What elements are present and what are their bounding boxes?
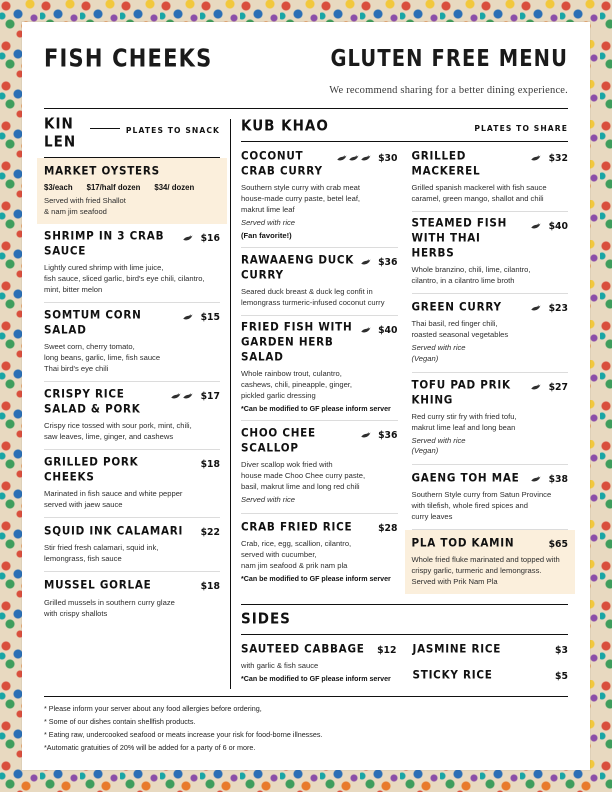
menu-item-description: Whole rainbow trout, culantro, cashews, chili, pineapple, ginger, pickled garlic dressing: [241, 368, 353, 400]
menu-item-badge: (Fan favorite!): [241, 230, 292, 240]
menu-item-name: CRAB FRIED RICE: [241, 520, 353, 534]
side-item-header: [413, 643, 569, 657]
menu-footer: [44, 696, 568, 756]
sides-section: [241, 604, 568, 689]
sides-columns: [241, 637, 568, 689]
menu-item-name: COCONUT CRAB CURRY: [241, 149, 323, 178]
side-item-price: $5: [555, 671, 568, 683]
spice-level: [530, 303, 541, 312]
side-item-price: $12: [377, 644, 397, 656]
chili-pepper-icon: [336, 153, 347, 162]
side-item-modification-note: *Can be modified to GF please inform server: [241, 675, 391, 684]
menu-item-price: $65: [548, 538, 568, 550]
kub-khao-header: [241, 119, 568, 135]
price-tier: $17/half dozen: [86, 183, 141, 193]
side-item-name: STICKY RICE: [412, 668, 493, 682]
menu-item-header: [44, 165, 220, 179]
menu-item: [412, 294, 569, 372]
menu-item-description: Grilled spanish mackerel with fish sauce caramel, green mango, shallot and chili: [411, 183, 547, 204]
menu-item-description: Crab, rice, egg, scallion, cilantro, served with cucumber, nam jim seafood & prik nam pla: [241, 538, 352, 570]
menu-item-description: Thai basil, red finger chili, roasted seasonal vegetables: [411, 319, 509, 340]
side-item-description: with garlic & fish sauce: [241, 661, 319, 671]
side-item-name: SAUTEED CABBAGE: [241, 642, 365, 656]
price-tier: $3/each: [44, 183, 73, 193]
menu-header: [44, 40, 568, 73]
price-tier-row: [44, 183, 220, 192]
menu-item: [405, 530, 576, 594]
menu-item-name: GAENG TOH MAE: [411, 471, 520, 485]
menu-item-description: Red curry stir fry with fried tofu, makrut lime leaf and long bean: [411, 411, 517, 432]
menu-item-name: PLA TOD KAMIN: [411, 536, 515, 550]
menu-item-header: [412, 380, 569, 408]
restaurant-name: FISH CHEEKS: [44, 44, 213, 73]
footer-note: * Please inform your server about any food allergies before ordering,: [44, 704, 262, 713]
menu-item-name: CRISPY RICE SALAD & PORK: [44, 388, 141, 417]
menu-item-name: MUSSEL GORLAE: [44, 579, 152, 593]
menu-item-price: $40: [548, 221, 568, 233]
menu-item-price: $28: [378, 522, 398, 534]
menu-item: [412, 373, 569, 465]
menu-item-header: [412, 151, 569, 179]
menu-item-description: Served with fried Shallot & nam jim seafood: [44, 196, 126, 217]
menu-item-serving-note: Served with rice: [241, 218, 296, 228]
menu-item-header: [241, 320, 398, 365]
spice-level: [182, 233, 193, 242]
chili-pepper-icon: [530, 153, 541, 162]
kin-len-section: [44, 115, 230, 689]
menu-item-header: [241, 428, 398, 456]
menu-item-name: MARKET OYSTERS: [44, 164, 160, 178]
menu-item-header: [44, 231, 220, 259]
tag-dash-icon: [90, 128, 120, 129]
menu-item-price: $23: [548, 303, 568, 315]
spice-level: [360, 257, 371, 266]
menu-item: [241, 514, 398, 590]
spice-level: [530, 474, 541, 483]
menu-item: [44, 224, 220, 303]
menu-item-price: $22: [200, 527, 220, 539]
menu-item-header: [241, 255, 398, 283]
kub-khao-column-a: [241, 144, 398, 594]
chili-pepper-icon: [182, 233, 193, 242]
footer-note: *Automatic gratuities of 20% will be added for a party of 6 or more.: [44, 743, 256, 752]
kub-khao-title: KUB KHAO: [241, 117, 329, 135]
menu-item-header: [44, 389, 220, 417]
menu-item: [412, 465, 569, 530]
chili-pepper-icon: [530, 382, 541, 391]
menu-item: [44, 518, 220, 572]
menu-item-name: SQUID INK CALAMARI: [44, 525, 184, 539]
menu-item-price: $38: [548, 473, 568, 485]
menu-item-price: $32: [548, 153, 568, 164]
menu-item-header: [412, 537, 569, 551]
menu-item-name: GREEN CURRY: [411, 301, 502, 315]
menu-item: [412, 144, 569, 212]
menu-item-header: [44, 310, 220, 338]
side-item: [413, 663, 569, 689]
header-divider: [44, 108, 568, 109]
sides-column-a: [241, 637, 397, 689]
menu-item-description: Crispy rice tossed with sour pork, mint, chili, saw leaves, lime, ginger, and cashews: [44, 421, 192, 442]
spice-level: [182, 312, 193, 321]
page-title: GLUTEN FREE MENU: [330, 45, 568, 73]
chili-pepper-icon: [348, 153, 359, 162]
menu-item-price: $18: [200, 459, 220, 471]
menu-item: [37, 158, 227, 224]
menu-content: [22, 22, 590, 770]
kub-khao-column-b: [412, 144, 569, 594]
kub-khao-columns: [241, 144, 568, 594]
menu-item-price: $27: [548, 381, 568, 393]
menu-item-description: Lightly cured shrimp with lime juice, fish sauce, sliced garlic, bird's eye chili, cilantro, mint, bitter melon: [44, 263, 205, 295]
menu-item: [44, 450, 220, 518]
menu-item-name: GRILLED PORK CHEEKS: [44, 456, 139, 485]
menu-item-name: STEAMED FISH WITH THAI HERBS: [411, 216, 508, 261]
spice-level: [530, 153, 541, 162]
footer-note: * Some of our dishes contain shellfish products.: [44, 717, 196, 726]
menu-item-price: $16: [200, 233, 220, 245]
chili-pepper-icon: [182, 391, 193, 400]
footer-divider: [44, 696, 568, 697]
chili-pepper-icon: [530, 221, 541, 230]
menu-item: [44, 572, 220, 625]
menu-item-description: Grilled mussels in southern curry glaze with crispy shallots: [44, 597, 175, 618]
menu-item-serving-note: Served with rice (Vegan): [411, 343, 466, 363]
menu-item-header: [411, 216, 569, 261]
menu-item-modification-note: *Can be modified to GF please inform server: [241, 404, 391, 413]
spice-level: [360, 430, 371, 439]
menu-item-price: $18: [200, 581, 220, 593]
menu-item-description: Whole fried fluke marinated and topped with crispy garlic, turmeric and lemongrass. Served with Prik Nam Pla: [411, 554, 560, 586]
spice-level: [360, 325, 371, 334]
menu-columns: [44, 115, 568, 689]
menu-item-name: CHOO CHEE SCALLOP: [241, 426, 316, 455]
chili-pepper-icon: [530, 474, 541, 483]
menu-item-modification-note: *Can be modified to GF please inform server: [241, 574, 391, 583]
spice-level: [530, 382, 541, 391]
sharing-note: We recommend sharing for a better dining experience.: [329, 85, 568, 96]
menu-item-header: [412, 301, 569, 315]
menu-item-description: Southern Style curry from Satun Province with tilefish, whole fired spices and curry leaves: [411, 489, 552, 521]
menu-item-description: Sweet corn, cherry tomato, long beans, garlic, lime, fish sauce Thai bird's eye chili: [44, 342, 161, 374]
spice-level: [530, 221, 541, 230]
side-item: [413, 637, 569, 663]
menu-item-name: GRILLED MACKEREL: [411, 149, 481, 178]
menu-item-name: RAWAAENG DUCK CURRY: [241, 253, 355, 282]
menu-item-name: TOFU PAD PRIK KHING: [411, 378, 511, 407]
sides-column-b: [413, 637, 569, 689]
spice-level: [170, 391, 193, 400]
chili-pepper-icon: [360, 325, 371, 334]
side-item-price: $3: [555, 644, 568, 656]
chili-pepper-icon: [360, 430, 371, 439]
kub-khao-divider: [241, 141, 568, 142]
chili-pepper-icon: [530, 303, 541, 312]
kin-len-item-list: [44, 158, 220, 626]
menu-item-header: [44, 525, 220, 539]
menu-item-description: Whole branzino, chili, lime, cilantro, cilantro, in a cilantro lime broth: [411, 265, 531, 286]
menu-item-name: SOMTUM CORN SALAD: [44, 308, 142, 338]
menu-item-price: $40: [378, 324, 398, 336]
sides-title: SIDES: [241, 610, 291, 628]
footer-note-list: [44, 704, 568, 752]
spice-level: [336, 153, 371, 162]
menu-item-description: Southern style curry with crab meat house-made curry paste, betel leaf, makrut lime leaf: [241, 183, 361, 215]
menu-item-description: Diver scallop wok fried with house made Choo Chee curry paste, basil, makrut lime and long red chili: [241, 460, 366, 492]
menu-item: [241, 144, 398, 248]
menu-item: [241, 421, 398, 514]
menu-item-serving-note: Served with rice (Vegan): [411, 435, 466, 456]
menu-item-description: Seared duck breast & duck leg confit in lemongrass turmeric-infused coconut curry: [241, 286, 385, 307]
kin-len-title: KIN LEN: [44, 115, 77, 151]
menu-item-price: $36: [378, 429, 398, 441]
column-divider: [230, 119, 231, 689]
price-tier: $34/ dozen: [154, 183, 195, 193]
chili-pepper-icon: [182, 312, 193, 321]
footer-note: * Eating raw, undercooked seafood or meats increase your risk for food-borne illnesses.: [44, 730, 323, 739]
menu-item: [44, 382, 220, 450]
kub-khao-tag: [474, 124, 568, 133]
kin-len-tag: [90, 126, 220, 135]
menu-item-price: $15: [200, 312, 220, 324]
menu-item-name: SHRIMP IN 3 CRAB SAUCE: [44, 229, 165, 259]
side-item-name: JASMINE RICE: [412, 642, 502, 656]
menu-item-serving-note: Served with rice: [241, 495, 296, 505]
menu-item: [241, 316, 398, 421]
menu-item: [412, 212, 569, 294]
menu-paper: [22, 22, 590, 770]
kub-khao-tag-label: PLATES TO SHARE: [474, 124, 568, 133]
kin-len-tag-label: PLATES TO SNACK: [125, 126, 220, 135]
kub-khao-section: [241, 119, 568, 689]
side-item-header: [241, 643, 397, 657]
menu-item-price: $36: [378, 256, 398, 268]
chili-pepper-icon: [360, 153, 371, 162]
side-item: [241, 637, 397, 689]
menu-item-header: [241, 151, 398, 179]
kin-len-header: [44, 115, 220, 151]
menu-item-header: [44, 457, 220, 485]
chili-pepper-icon: [360, 257, 371, 266]
menu-item-description: Marinated in fish sauce and white pepper served with jaew sauce: [44, 489, 183, 510]
menu-item-name: FRIED FISH WITH GARDEN HERB SALAD: [241, 320, 353, 364]
side-item-header: [413, 669, 569, 683]
chili-pepper-icon: [170, 391, 181, 400]
menu-item: [241, 248, 398, 316]
menu-item-description: Stir fried fresh calamari, squid ink, lemongrass, fish sauce: [44, 543, 159, 564]
menu-item: [44, 303, 220, 382]
menu-item-header: [44, 579, 220, 593]
menu-item-price: $30: [378, 153, 398, 164]
sides-divider: [241, 634, 568, 635]
menu-item-header: [241, 521, 398, 535]
menu-item-header: [412, 472, 569, 486]
menu-item-price: $17: [200, 391, 220, 403]
